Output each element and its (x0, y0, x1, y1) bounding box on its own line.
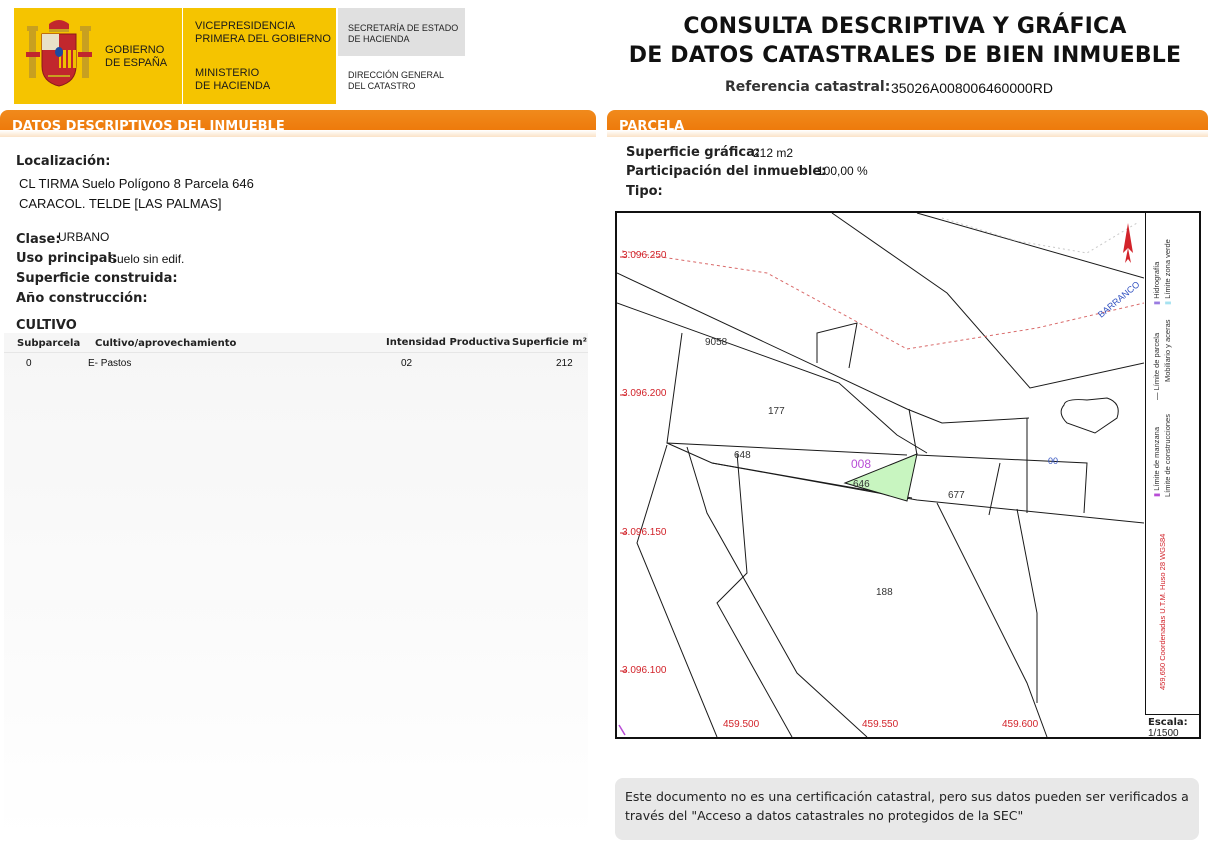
vice-line1: VICEPRESIDENCIA (195, 20, 296, 32)
scale-value: 1/1500 (1148, 728, 1179, 739)
superficie-construida-label: Superficie construida: (16, 271, 178, 286)
section-bar-parcela: PARCELA (607, 110, 1208, 137)
clase-value: URBANO (58, 230, 110, 244)
ref-catastral-label: Referencia catastral: (725, 79, 891, 95)
sec-line2: DE HACIENDA (348, 34, 410, 44)
document-title (610, 12, 1200, 70)
title-line1: CONSULTA DESCRIPTIVA Y GRÁFICA (683, 14, 1127, 39)
legend-construcciones (1163, 414, 1172, 497)
cell-superficie: 212 (556, 358, 573, 369)
participacion-value: 100,00 % (817, 164, 868, 178)
barranco-label: BARRANCO (1096, 279, 1142, 320)
parcel-label-188: 188 (876, 587, 893, 598)
manzana-text: Límite de manzana (1152, 426, 1161, 491)
y-label-1: 3.096.200 (622, 388, 667, 399)
dg-line1: DIRECCIÓN GENERAL (348, 70, 445, 80)
superficie-grafica-label: Superficie gráfica: (626, 145, 761, 160)
superficie-grafica-value: 212 m2 (753, 146, 794, 160)
x-label-1: 459.550 (862, 719, 899, 730)
gov-label (105, 44, 167, 70)
zona-verde-text: Límite zona verde (1163, 239, 1172, 299)
gov-line2: DE ESPAÑA (105, 57, 168, 69)
parcel-label-648: 648 (734, 450, 751, 461)
parcel-label-677: 677 (948, 490, 965, 501)
vice-line2: PRIMERA DEL GOBIERNO (195, 33, 331, 45)
direccion-general-label (348, 70, 444, 92)
sec-line1: SECRETARÍA DE ESTADO (348, 23, 459, 33)
title-line2: DE DATOS CATASTRALES DE BIEN INMUEBLE (628, 43, 1182, 68)
anio-construccion-label: Año construcción: (16, 291, 148, 306)
hidrografia-swatch: ▮ (1152, 298, 1161, 305)
dg-line2: DEL CATASTRO (348, 81, 416, 91)
parcel-label-177: 177 (768, 406, 785, 417)
address-line1: CL TIRMA Suelo Polígono 8 Parcela 646 (19, 176, 254, 191)
legend-manzana (1152, 427, 1161, 497)
th-cultivo: Cultivo/aprovechamiento (95, 338, 237, 349)
scale-label: Escala: (1148, 717, 1188, 728)
clase-label: Clase: (16, 232, 61, 247)
legend-divider (1145, 213, 1146, 715)
parcel-label-646: 646 (853, 479, 870, 490)
th-intensidad: Intensidad Productiva (386, 337, 511, 348)
legend-mobiliario (1163, 319, 1172, 382)
legend-hidrografia (1152, 262, 1161, 305)
cultivo-table-area (4, 333, 588, 841)
hidrografia-text: Hidrografía (1152, 261, 1161, 299)
construcciones-text: Límite de construcciones (1163, 414, 1172, 497)
localizacion-label: Localización: (16, 154, 111, 169)
uso-label: Uso principal: (16, 251, 118, 266)
secretaria-label (348, 23, 458, 45)
vicepresidencia-label (195, 20, 331, 46)
scale-box (1145, 714, 1199, 739)
disclaimer-text: Este documento no es una certificación catastral, pero sus datos pueden ser verificados a través del "Acceso a datos catastrales no protegidos de la SEC" (625, 789, 1189, 823)
y-label-0: 3.096.250 (622, 250, 667, 261)
parcela-text: Límite de parcela (1152, 332, 1161, 391)
cell-intensidad: 02 (401, 358, 413, 369)
legend-parcela (1152, 333, 1161, 400)
legend-coords: 459,650 Coordenadas U.T.M. Huso 28 WGS84 (1158, 533, 1167, 690)
x-label-0: 459.500 (723, 719, 760, 730)
parcel-label-00: 00 (1048, 456, 1059, 466)
cell-cultivo: E- Pastos (88, 358, 132, 369)
zona-verde-swatch: ▮ (1163, 298, 1172, 305)
address-line2: CARACOL. TELDE [LAS PALMAS] (19, 196, 222, 211)
ministerio-label (195, 67, 270, 93)
min-line1: MINISTERIO (195, 67, 260, 79)
manzana-swatch: ▮ (1152, 490, 1161, 497)
gov-line1: GOBIERNO (105, 44, 165, 56)
table-row (0, 356, 590, 372)
tipo-label: Tipo: (626, 184, 663, 199)
uso-value: Suelo sin edif. (109, 252, 185, 266)
parcel-label-9058: 9058 (705, 337, 728, 348)
y-label-3: 3.096.100 (622, 665, 667, 676)
mobiliario-text: Mobiliario y aceras (1163, 319, 1172, 382)
logo-divider (182, 8, 183, 104)
coat-of-arms-icon (24, 16, 94, 94)
x-label-2: 459.600 (1002, 719, 1039, 730)
legend-zona-verde (1163, 239, 1172, 305)
participacion-label: Participación del inmueble: (626, 164, 827, 179)
table-header-divider (4, 352, 588, 353)
parcela-swatch: — (1152, 390, 1161, 400)
section-bar-datos: DATOS DESCRIPTIVOS DEL INMUEBLE (0, 110, 596, 137)
th-subparcela: Subparcela (17, 338, 81, 349)
cell-subparcela: 0 (26, 358, 32, 369)
cultivo-title: CULTIVO (16, 318, 77, 333)
th-superficie: Superficie m² (512, 337, 588, 348)
ref-catastral-value: 35026A008006460000RD (891, 80, 1053, 96)
min-line2: DE HACIENDA (195, 80, 271, 92)
parcel-label-008: 008 (851, 457, 872, 471)
parcel-drawing (617, 213, 1144, 737)
y-label-2: 3.096.150 (622, 527, 667, 538)
